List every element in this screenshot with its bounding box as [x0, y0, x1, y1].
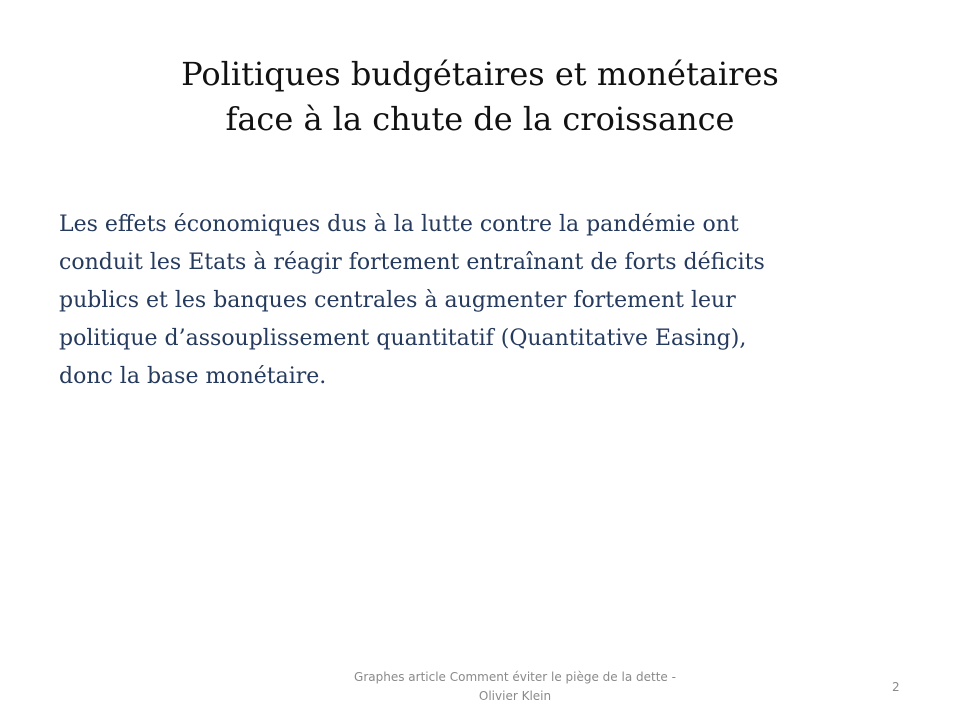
body-line-4: politique d’assouplissement quantitatif (Quantitative Easing),	[59, 326, 747, 351]
footer-line-1: Graphes article Comment éviter le piège de la dette -	[354, 670, 676, 684]
slide-title-line-1: Politiques budgétaires et monétaires	[181, 55, 779, 93]
body-line-5: donc la base monétaire.	[59, 364, 327, 389]
footer-line-2: Olivier Klein	[478, 689, 552, 703]
slide-title	[80, 52, 880, 142]
body-line-1: Les effets économiques dus à la lutte contre la pandémie ont	[59, 212, 739, 237]
page-number: 2	[892, 680, 900, 694]
slide-body-text	[59, 206, 919, 396]
body-line-3: publics et les banques centrales à augmenter fortement leur	[59, 288, 736, 313]
slide-title-line-2: face à la chute de la croissance	[225, 100, 735, 138]
slide-footer	[300, 668, 730, 706]
body-line-2: conduit les Etats à réagir fortement entraînant de forts déficits	[59, 250, 765, 275]
